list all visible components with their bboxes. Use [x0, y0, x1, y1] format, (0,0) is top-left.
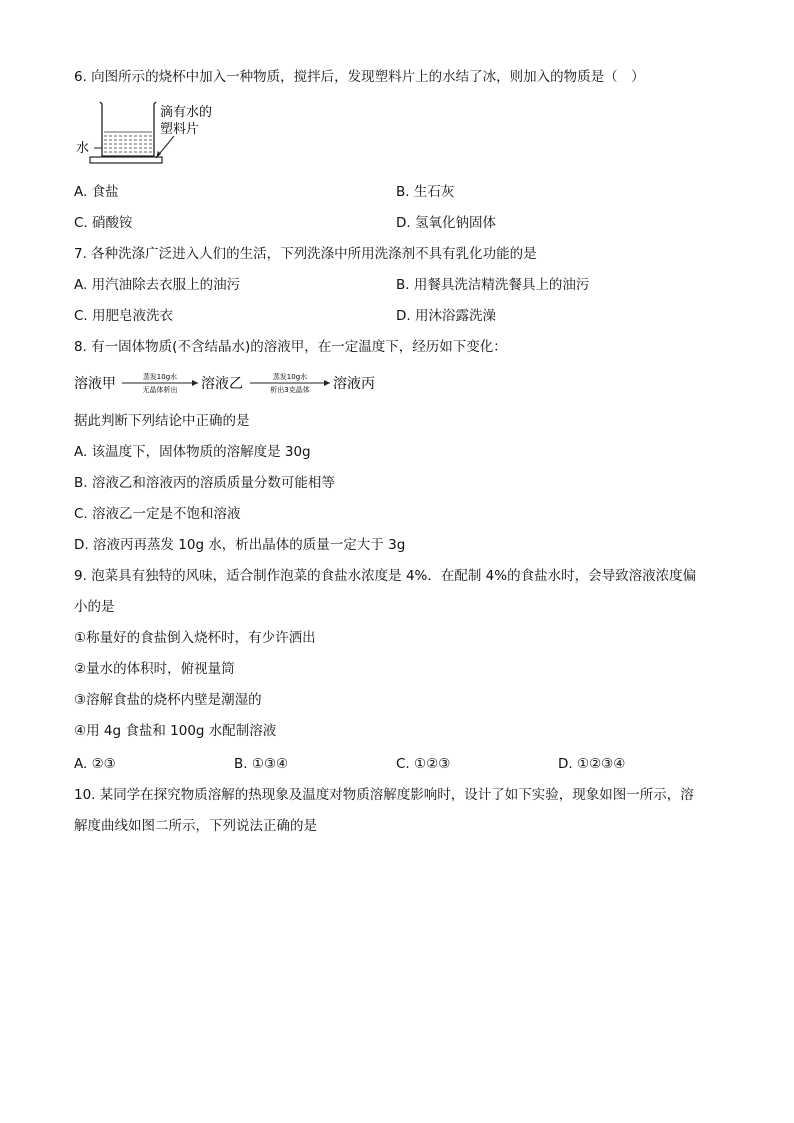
q8-option-d: D. 溶液丙再蒸发 10g 水，析出晶体的质量一定大于 3g	[74, 537, 406, 553]
label-plastic-2: 塑料片	[160, 122, 200, 137]
flow-arrow-2-top: 蒸发10g水	[272, 373, 308, 381]
flow-arrow-1-bottom: 无晶体析出	[142, 386, 178, 394]
q8-stem: 8. 有一固体物质(不含结晶水)的溶液甲，在一定温度下，经历如下变化：	[74, 339, 507, 355]
q9-item-1: ①称量好的食盐倒入烧杯时，有少许洒出	[74, 630, 316, 646]
flow-arrow-1-head	[192, 380, 198, 386]
q7-option-c: C. 用肥皂液洗衣	[74, 308, 174, 324]
q9-stem-line2: 小的是	[74, 599, 115, 615]
q9-option-a: A. ②③	[74, 756, 116, 772]
beaker-outline	[100, 102, 156, 156]
q8-lead: 据此判断下列结论中正确的是	[74, 413, 250, 429]
label-water: 水	[76, 141, 90, 156]
q10-stem-line1: 10. 某同学在探究物质溶解的热现象及温度对物质溶解度影响时，设计了如下实验，现象如图一所示，溶	[74, 787, 694, 803]
q6-stem: 6. 向图所示的烧杯中加入一种物质，搅拌后，发现塑料片上的水结了冰，则加入的物质是（ ）	[74, 69, 645, 85]
q6-option-d: D. 氢氧化钠固体	[396, 215, 496, 231]
q9-stem-line1: 9. 泡菜具有独特的风味，适合制作泡菜的食盐水浓度是 4%．在配制 4%的食盐水时，会导致溶液浓度偏	[74, 568, 697, 584]
flow-solution-bing: 溶液丙	[333, 376, 375, 392]
q10-stem-line2: 解度曲线如图二所示，下列说法正确的是	[74, 818, 317, 834]
flow-solution-jia: 溶液甲	[74, 376, 116, 392]
flow-solution-yi: 溶液乙	[201, 376, 243, 392]
flow-arrow-1-top: 蒸发10g水	[142, 373, 178, 381]
q9-option-c: C. ①②③	[396, 756, 451, 772]
q6-option-a: A. 食盐	[74, 184, 119, 200]
q6-beaker-figure	[72, 96, 232, 172]
q8-option-b: B. 溶液乙和溶液丙的溶质质量分数可能相等	[74, 475, 335, 491]
q7-option-d: D. 用沐浴露洗澡	[396, 308, 496, 324]
q6-option-c: C. 硝酸铵	[74, 215, 133, 231]
q7-stem: 7. 各种洗涤广泛进入人们的生活，下列洗涤中所用洗涤剂不具有乳化功能的是	[74, 246, 537, 262]
flow-arrow-2-bottom: 析出3克晶体	[270, 386, 310, 394]
label-plastic-1: 滴有水的	[160, 105, 213, 120]
q7-option-b: B. 用餐具洗洁精洗餐具上的油污	[396, 277, 590, 293]
beaker-liquid	[104, 132, 152, 152]
q8-option-c: C. 溶液乙一定是不饱和溶液	[74, 506, 241, 522]
q9-item-3: ③溶解食盐的烧杯内壁是潮湿的	[74, 692, 262, 708]
q7-option-a: A. 用汽油除去衣服上的油污	[74, 277, 241, 293]
flow-arrow-2-head	[324, 380, 330, 386]
q8-option-a: A. 该温度下，固体物质的溶解度是 30g	[74, 444, 311, 460]
q9-item-2: ②量水的体积时，俯视量筒	[74, 661, 235, 677]
plastic-sheet	[90, 157, 162, 163]
q9-item-4: ④用 4g 食盐和 100g 水配制溶液	[74, 723, 277, 739]
q9-option-b: B. ①③④	[234, 756, 289, 772]
q9-option-d: D. ①②③④	[558, 756, 626, 772]
q6-option-b: B. 生石灰	[396, 184, 455, 200]
q8-flow-diagram	[74, 370, 394, 398]
